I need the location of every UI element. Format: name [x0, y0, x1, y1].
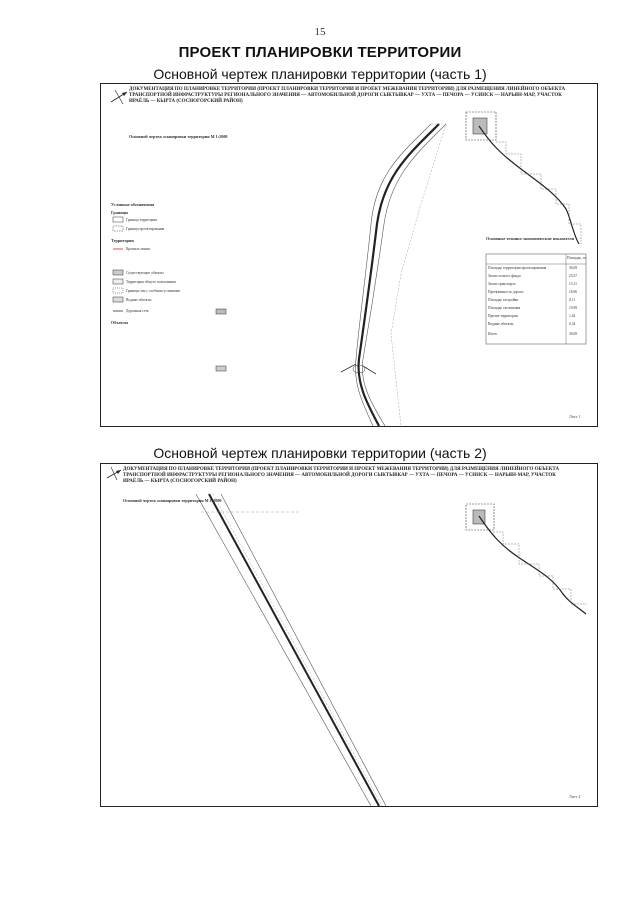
legend-group-territories: Территории — [111, 238, 134, 243]
north-arrow-icon — [111, 90, 127, 104]
sheet2-caption: Основной чертеж планировки территории М 1:2000 — [123, 498, 222, 503]
legend-group-borders: Границы — [111, 210, 129, 215]
table-row: Водные объекты — [488, 322, 514, 326]
table-row: Земли лесного фонда — [488, 274, 521, 278]
table-cell: 1,62 — [569, 314, 576, 318]
legend-item: Граница проектирования — [126, 227, 165, 231]
table-row: Протяженность дороги — [488, 290, 524, 294]
sheet1-header: ДОКУМЕНТАЦИЯ ПО ПЛАНИРОВКЕ ТЕРРИТОРИИ (ПРОЕКТ ПЛАНИРОВКИ ТЕРРИТОРИИ И ПРОЕКТ МЕЖЕВАНИЯ ТЕРРИТОРИИ) ДЛЯ РАЗМЕЩЕНИЯ ЛИНЕЙНОГО ОБЪЕКТА ТРАНСПОРТНОЙ ИНФРАСТРУКТУРЫ РЕГИОНАЛЬНОГО ЗНАЧЕНИЯ — АВТОМОБИЛЬНОЙ ДОРОГИ СЫКТЫВКАР — УХТА — ПЕЧОРА — УСИНСК — НАРЬЯН-МАР, УЧАСТОК ИРАЁЛЬ — КЫРТА (СОСНОГОРСКИЙ РАЙОН) — [129, 87, 566, 104]
legend-group-objects: Объекты — [111, 320, 129, 325]
legend-item: Границы зон с особыми условиями — [126, 289, 180, 293]
legend-title: Условные обозначения — [111, 202, 155, 207]
sheet2-header: ДОКУМЕНТАЦИЯ ПО ПЛАНИРОВКЕ ТЕРРИТОРИИ (ПРОЕКТ ПЛАНИРОВКИ ТЕРРИТОРИИ И ПРОЕКТ МЕЖЕВАНИЯ ТЕРРИТОРИИ) ДЛЯ РАЗМЕЩЕНИЯ ЛИНЕЙНОГО ОБЪЕКТА ТРАНСПОРТНОЙ ИНФРАСТРУКТУРЫ РЕГИОНАЛЬНОГО ЗНАЧЕНИЯ — АВТОМОБИЛЬНОЙ ДОРОГИ СЫКТЫВКАР — УХТА — ПЕЧОРА — УСИНСК — НАРЬЯН-МАР, УЧАСТОК ИРАЁЛЬ — КЫРТА (СОСНОГОРСКИЙ РАЙОН) — [123, 467, 560, 484]
legend-item: Граница территории — [126, 218, 158, 222]
sheet1-caption: Основной чертеж планировки территории М 1:2000 — [129, 134, 228, 139]
table-row: Прочие территории — [488, 314, 518, 318]
drawing-sheet-part2 — [100, 463, 598, 807]
indicators-table-title: Основные технико-экономические показатели — [486, 236, 575, 241]
table-cell: 23,57 — [569, 274, 578, 278]
north-arrow-icon — [107, 467, 121, 480]
table-cell: 13,11 — [569, 282, 577, 286]
table-cell: 16,96 — [569, 290, 578, 294]
table-row: Площадь территории проектирования — [488, 266, 547, 270]
legend-item: Красные линии — [126, 247, 150, 251]
table-row: Земли транспорта — [488, 282, 516, 286]
indicators-col-value: Площадь, га — [567, 256, 586, 260]
part1-subtitle: Основной чертеж планировки территории (часть 1) — [153, 66, 487, 82]
road-corridor — [341, 124, 446, 426]
table-row: Итого — [488, 332, 498, 336]
part2-subtitle: Основной чертеж планировки территории (часть 2) — [153, 445, 487, 461]
table-cell: 10,99 — [569, 306, 578, 310]
table-cell: 0,32 — [569, 322, 576, 326]
road-corridor — [196, 494, 386, 806]
table-cell: 0,11 — [569, 298, 576, 302]
legend-item: Дорожная сеть — [126, 309, 149, 313]
sheet1-stamp: Лист 1 — [569, 414, 581, 419]
table-row: Площадь озеленения — [488, 306, 521, 310]
drawing-sheet-part1 — [100, 83, 598, 427]
table-row: Площадь застройки — [488, 298, 519, 302]
table-cell: 36,69 — [569, 266, 578, 270]
page-number: 15 — [314, 26, 326, 38]
drawing-part2-graphics — [101, 464, 597, 806]
legend-item: Водные объекты — [126, 298, 152, 302]
table-cell: 36,69 — [569, 332, 578, 336]
legend-item: Территория общего пользования — [126, 280, 176, 284]
location-inset-map — [466, 504, 587, 614]
sheet2-stamp: Лист 2 — [569, 794, 581, 799]
location-inset-map — [466, 112, 581, 244]
page-title: ПРОЕКТ ПЛАНИРОВКИ ТЕРРИТОРИИ — [178, 44, 462, 61]
legend-item: Существующие объекты — [126, 271, 164, 275]
